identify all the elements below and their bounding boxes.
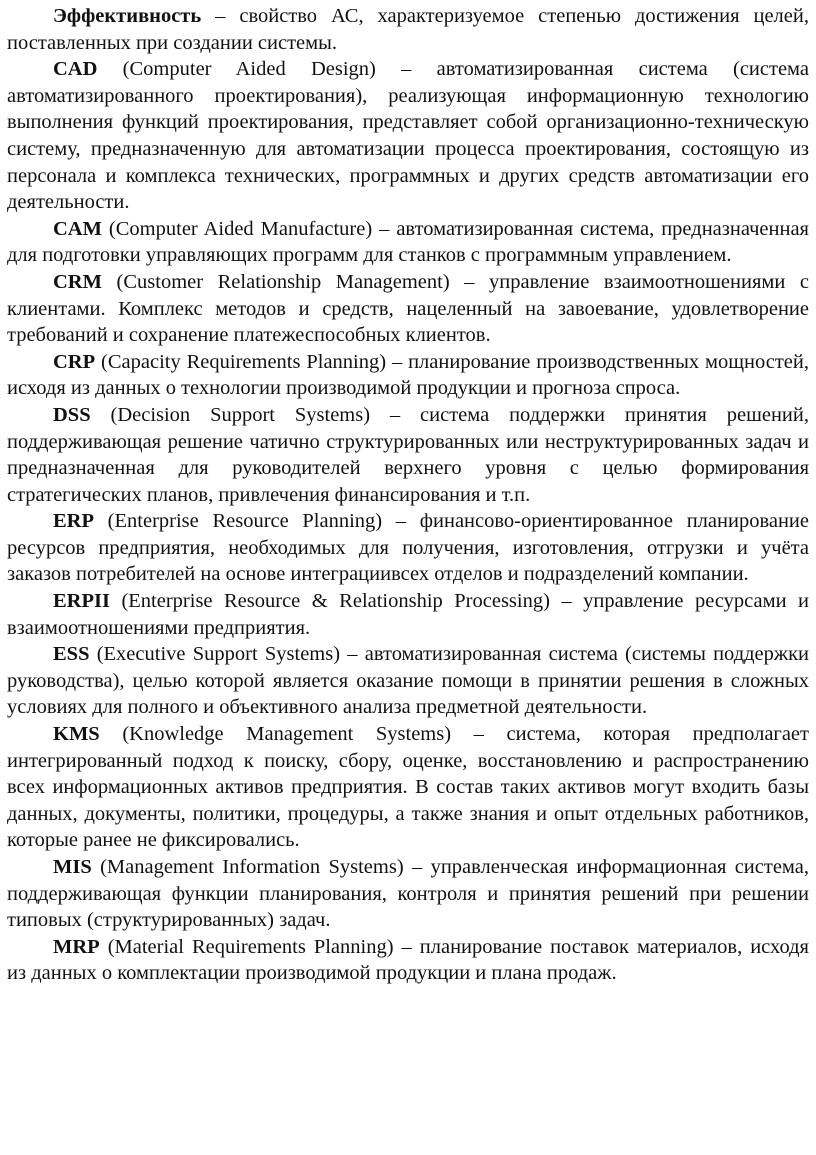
glossary-entry-dss (7, 402, 809, 508)
glossary-term: Эффективность (53, 5, 202, 27)
glossary-entry-erpii (7, 588, 809, 641)
glossary-term: CAM (53, 217, 102, 240)
glossary-entry-ess (7, 641, 809, 721)
glossary-term: ESS (53, 643, 90, 666)
glossary-entry-mrp (7, 934, 809, 987)
glossary-definition: (Decision Support Systems) – система поддержки принятия решений, поддерживающая решение чатично структурированных или неструктурированных задач и предназначенная для руководителей верхнего уровня с целью формирования стратегических планов, привлечения финансирования и т.п. (7, 403, 809, 506)
glossary-term: MRP (53, 935, 100, 958)
glossary-term: CAD (53, 58, 98, 81)
glossary-term: CRP (53, 350, 96, 373)
glossary-term: MIS (53, 856, 92, 878)
glossary-definition: (Management Information Systems) – управленческая информационная система, поддерживающая функции планирования, контроля и принятия решений при решении типовых (структурированных) задач. (7, 856, 809, 932)
glossary-definition: (Executive Support Systems) – автоматизированная система (системы поддержки руководства), целью которой является оказание помощи в принятии решения в сложных условиях для полного и объективного анализа предметной деятельности. (7, 643, 809, 719)
glossary-entry-crm (7, 269, 809, 349)
glossary-term: CRM (53, 270, 102, 293)
glossary-entry-cam (7, 216, 809, 269)
glossary-term: DSS (53, 403, 91, 426)
glossary-entry-effectiveness (7, 3, 809, 56)
glossary-definition: (Enterprise Resource & Relationship Processing) – управление ресурсами и взаимоотношениями предприятия. (7, 590, 809, 639)
glossary-definition: (Enterprise Resource Planning) – финансово-ориентированное планирование ресурсов предприятия, необходимых для получения, изготовления, отгрузки и учёта заказов потребителей на основе интеграциивсех отделов и подразделений компании. (7, 510, 809, 586)
glossary-entry-crp (7, 349, 809, 402)
glossary-term: ERPII (53, 590, 110, 613)
glossary-entry-erp (7, 508, 809, 588)
glossary-entry-kms (7, 721, 809, 854)
glossary-definition: (Material Requirements Planning) – планирование поставок материалов, исходя из данных о комплектации производимой продукции и плана продаж. (7, 935, 809, 985)
glossary-definition: – свойство АС, характеризуемое степенью достижения целей, поставленных при создании системы. (7, 5, 809, 54)
glossary-entry-cad (7, 56, 809, 216)
glossary-definition: (Computer Aided Manufacture) – автоматизированная система, предназначенная для подготовки управляющих программ для станков с программным управлением. (7, 217, 809, 267)
glossary-entry-mis (7, 854, 809, 934)
glossary-definition: (Knowledge Management Systems) – система, которая предполагает интегрированный подход к поиску, сбору, оценке, восстановлению и распространению всех информационных активов предприятия. В состав таких активов могут входить базы данных, документы, политики, процедуры, а также знания и опыт отдельных работников, которые ранее не фиксировались. (7, 723, 809, 852)
glossary-term: ERP (53, 510, 94, 533)
glossary-term: KMS (53, 723, 100, 746)
glossary-definition: (Customer Relationship Management) – управление взаимоотношениями с клиентами. Комплекс методов и средств, нацеленный на завоевание, удовлетворение требований и сохранение платежеспособных клиентов. (7, 270, 809, 347)
glossary-definition: (Capacity Requirements Planning) – планирование производственных мощностей, исходя из данных о технологии производимой продукции и прогноза спроса. (7, 350, 809, 400)
glossary-definition: (Computer Aided Design) – автоматизированная система (система автоматизированного проектирования), реализующая информационную технологию выполнения функций проектирования, представляет собой организационно-техническую систему, предназначенную для автоматизации процесса проектирования, состоящую из персонала и комплекса технических, программных и других средств автоматизации его деятельности. (7, 58, 809, 214)
